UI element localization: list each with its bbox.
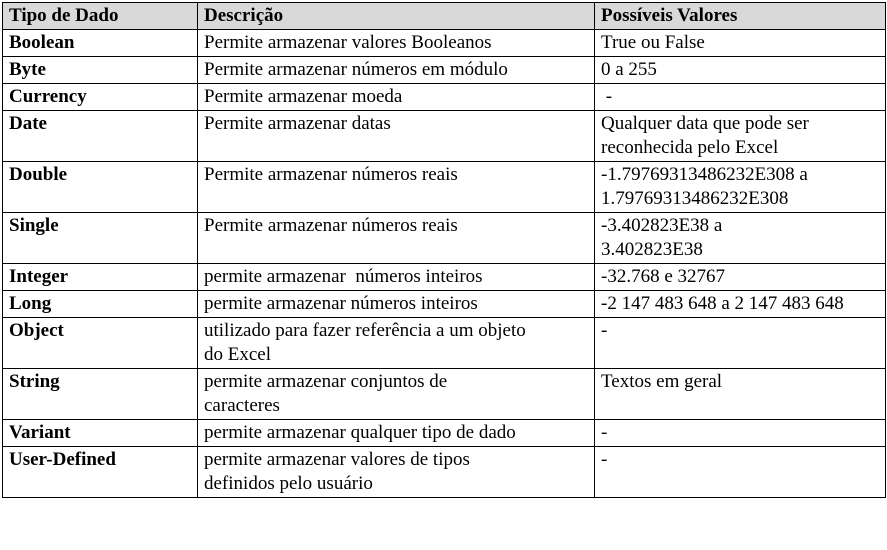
description-cell: permite armazenar números inteiros (198, 264, 595, 291)
values-cell: - (595, 447, 886, 498)
values-cell: True ou False (595, 30, 886, 57)
table-row (3, 264, 886, 291)
description-cell: Permite armazenar números reais (198, 213, 595, 264)
type-cell: Integer (3, 264, 198, 291)
description-cell: Permite armazenar números em módulo (198, 57, 595, 84)
data-types-table (2, 2, 886, 498)
type-cell: Date (3, 111, 198, 162)
description-cell: permite armazenar valores de tipos definidos pelo usuário (198, 447, 595, 498)
type-cell: Object (3, 318, 198, 369)
type-cell: Boolean (3, 30, 198, 57)
table-row (3, 84, 886, 111)
values-cell: 0 a 255 (595, 57, 886, 84)
description-cell: Permite armazenar datas (198, 111, 595, 162)
values-cell: Textos em geral (595, 369, 886, 420)
table-row (3, 111, 886, 162)
type-cell: Currency (3, 84, 198, 111)
description-cell: utilizado para fazer referência a um objeto do Excel (198, 318, 595, 369)
type-cell: Double (3, 162, 198, 213)
values-cell: -3.402823E38 a 3.402823E38 (595, 213, 886, 264)
type-cell: User-Defined (3, 447, 198, 498)
type-cell: String (3, 369, 198, 420)
table-row (3, 420, 886, 447)
description-cell: permite armazenar números inteiros (198, 291, 595, 318)
type-cell: Variant (3, 420, 198, 447)
type-cell: Single (3, 213, 198, 264)
values-cell: - (595, 318, 886, 369)
type-cell: Byte (3, 57, 198, 84)
table-row (3, 447, 886, 498)
table-row (3, 30, 886, 57)
table-row (3, 57, 886, 84)
description-cell: permite armazenar qualquer tipo de dado (198, 420, 595, 447)
values-cell: Qualquer data que pode ser reconhecida pelo Excel (595, 111, 886, 162)
type-cell: Long (3, 291, 198, 318)
values-cell: - (595, 84, 886, 111)
values-cell: -2 147 483 648 a 2 147 483 648 (595, 291, 886, 318)
table-row (3, 369, 886, 420)
values-cell: -32.768 e 32767 (595, 264, 886, 291)
description-cell: Permite armazenar valores Booleanos (198, 30, 595, 57)
description-cell: Permite armazenar moeda (198, 84, 595, 111)
header-description: Descrição (198, 3, 595, 30)
header-row (3, 3, 886, 30)
table-row (3, 318, 886, 369)
values-cell: -1.79769313486232E308 a 1.79769313486232E308 (595, 162, 886, 213)
description-cell: permite armazenar conjuntos de caracteres (198, 369, 595, 420)
header-values: Possíveis Valores (595, 3, 886, 30)
table-row (3, 213, 886, 264)
description-cell: Permite armazenar números reais (198, 162, 595, 213)
table-row (3, 291, 886, 318)
values-cell: - (595, 420, 886, 447)
table-row (3, 162, 886, 213)
header-type: Tipo de Dado (3, 3, 198, 30)
